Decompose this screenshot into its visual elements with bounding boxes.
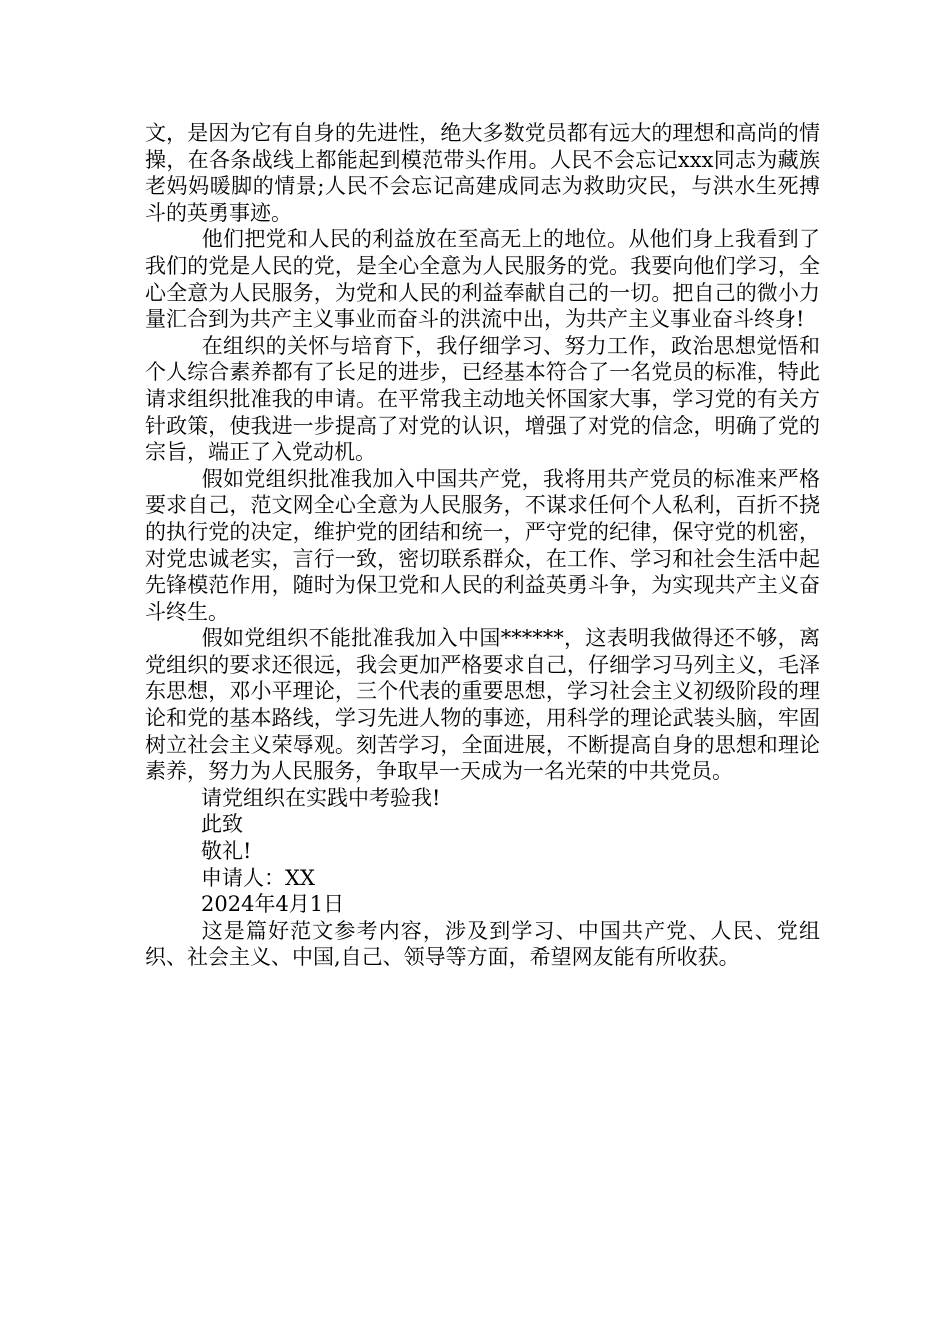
paragraph-2: 他们把党和人民的利益放在至高无上的地位。从他们身上我看到了我们的党是人民的党，是全心全意为人民服务的党。我要向他们学习，全心全意为人民服务，为党和人民的利益奉献自己的一切。把自己的微小力量汇合到为共产主义事业而奋斗的洪流中出，为共产主义事业奋斗终身! bbox=[145, 227, 820, 332]
paragraph-5: 假如党组织不能批准我加入中国******，这表明我做得还不够，离党组织的要求还很远，我会更加严格要求自己，仔细学习马列主义，毛泽东思想，邓小平理论，三个代表的重要思想，学习社会主义初级阶段的理论和党的基本路线，学习先进人物的事迹，用科学的理论武装头脑，牢固树立社会主义荣辱观。刻苦学习，全面进展，不断提高自身的思想和理论素养，努力为人民服务，争取早一天成为一名光荣的中共党员。 bbox=[145, 626, 820, 784]
paragraph-4: 假如党组织批准我加入中国共产党，我将用共产党员的标准来严格要求自己，范文网全心全意为人民服务，不谋求任何个人私利，百折不挠的执行党的决定，维护党的团结和统一，严守党的纪律，保守党的机密，对党忠诚老实，言行一致，密切联系群众，在工作、学习和社会生活中起先锋模范作用，随时为保卫党和人民的利益英勇斗争，为实现共产主义奋斗终生。 bbox=[145, 466, 820, 624]
applicant-line: 申请人：XX bbox=[201, 865, 315, 890]
date-line: 2024年4月1日 bbox=[201, 892, 345, 917]
paragraph-3: 在组织的关怀与培育下，我仔细学习、努力工作，政治思想觉悟和个人综合素养都有了长足的进步，已经基本符合了一名党员的标准，特此请求组织批准我的申请。在平常我主动地关怀国家大事，学习党的有关方针政策，使我进一步提高了对党的认识，增强了对党的信念，明确了党的宗旨，端正了入党动机。 bbox=[145, 333, 820, 465]
footer-note: 这是篇好范文参考内容，涉及到学习、中国共产党、人民、党组织、社会主义、中国,自己、领导等方面，希望网友能有所收获。 bbox=[145, 918, 820, 970]
salutation-line-1: 此致 bbox=[201, 812, 243, 837]
paragraph-1: 文，是因为它有自身的先进性，绝大多数党员都有远大的理想和高尚的情操，在各条战线上都能起到模范带头作用。人民不会忘记xxx同志为藏族老妈妈暖脚的情景;人民不会忘记高建成同志为救助灾民，与洪水生死搏斗的英勇事迹。 bbox=[145, 121, 820, 225]
salutation-line-2: 敬礼! bbox=[201, 839, 252, 864]
document-body bbox=[145, 120, 820, 971]
closing-request: 请党组织在实践中考验我! bbox=[201, 785, 441, 810]
